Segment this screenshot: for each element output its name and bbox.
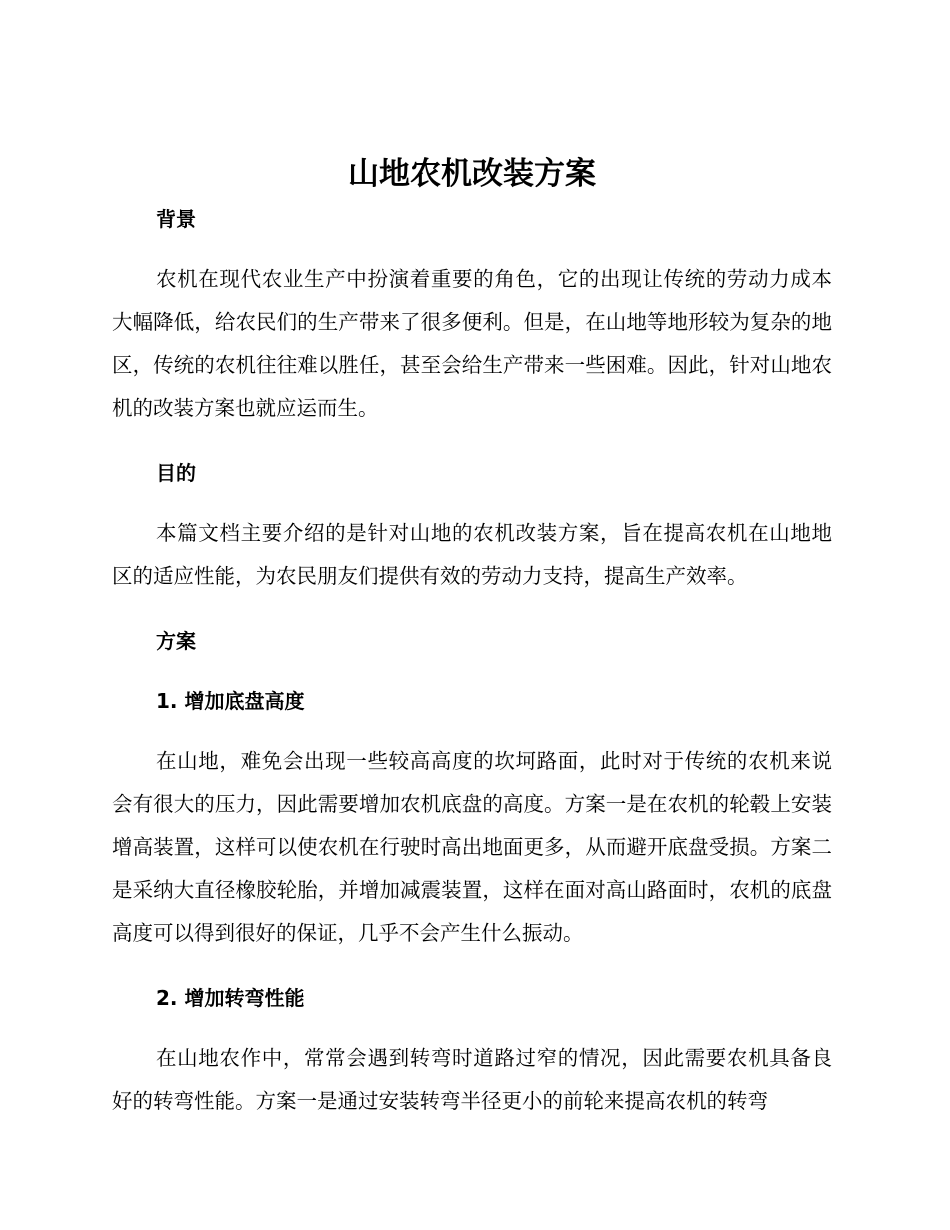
subsection-paragraph-chassis-height: 在山地，难免会出现一些较高高度的坎坷路面，此时对于传统的农机来说会有很大的压力，因此需要增加农机底盘的高度。方案一是在农机的轮毂上安装增高装置，这样可以使农机在行驶时高出地面更多，从而避开底盘受损。方案二是采纳大直径橡胶轮胎，并增加减震装置，这样在面对高山路面时，农机的底盘高度可以得到很好的保证，几乎不会产生什么振动。	[112, 749, 832, 945]
document-body	[112, 150, 832, 1123]
section-heading-background: 背景	[156, 207, 196, 231]
subsection-heading-chassis-height: 1. 增加底盘高度	[156, 689, 305, 713]
subsection-paragraph-turning-performance: 在山地农作中，常常会遇到转弯时道路过窄的情况，因此需要农机具备良好的转弯性能。方案一是通过安装转弯半径更小的前轮来提高农机的转弯	[112, 1046, 832, 1113]
subsection-heading-turning-performance: 2. 增加转弯性能	[156, 986, 305, 1010]
section-heading-purpose: 目的	[156, 461, 196, 485]
document-title: 山地农机改装方案	[348, 156, 596, 192]
section-heading-plan: 方案	[156, 629, 196, 653]
section-paragraph-background: 农机在现代农业生产中扮演着重要的角色，它的出现让传统的劳动力成本大幅降低，给农民们的生产带来了很多便利。但是，在山地等地形较为复杂的地区，传统的农机往往难以胜任，甚至会给生产带来一些困难。因此，针对山地农机的改装方案也就应运而生。	[112, 267, 832, 420]
section-paragraph-purpose: 本篇文档主要介绍的是针对山地的农机改装方案，旨在提高农机在山地地区的适应性能，为农民朋友们提供有效的劳动力支持，提高生产效率。	[112, 521, 832, 588]
